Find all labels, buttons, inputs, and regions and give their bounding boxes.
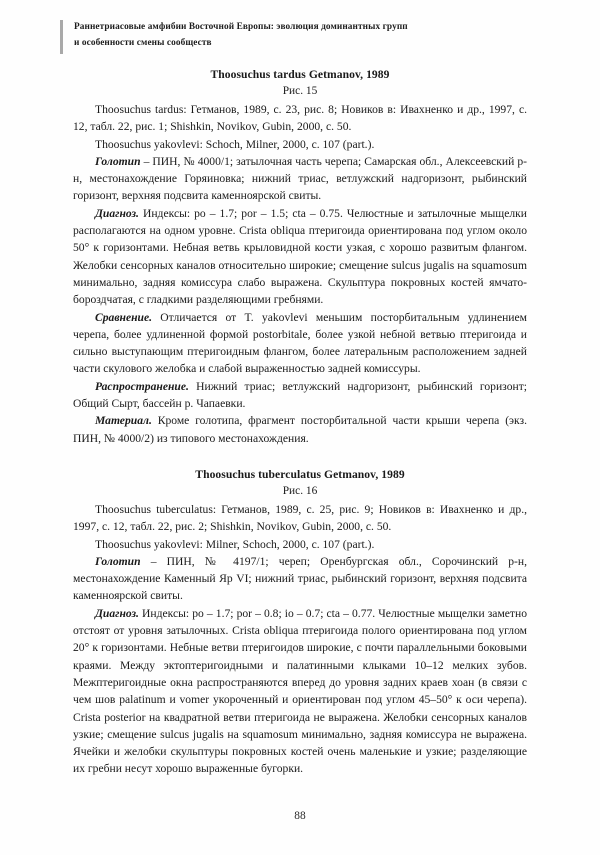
paragraph-text: – ПИН, № 4197/1; череп; Оренбургская обл., Сорочинский р-н, местонахождение Каменный Яр VI; нижний триас, рыбинский горизонт, верхняя подсвита каменноярской свиты. — [73, 554, 527, 603]
paragraph-text: Кроме голотипа, фрагмент посторбитальной части крыши черепа (экз. ПИН, № 4000/2) из типового местонахождения. — [73, 414, 527, 445]
page-number: 88 — [294, 810, 306, 822]
paragraph-text: Отличается от T. yakovlevi меньшим посторбитальным удлинением черепа, более удлиненной формой postorbitale, более узкой небной ветвью птеригоида и сильно выступающим птеригоидным флангом, более латеральным расположением задней части скулового желобка и слабой выраженностью задней комиссуры. — [73, 310, 527, 376]
paragraph-distribution-1 — [73, 378, 527, 413]
running-head-line-1: Раннетриасовые амфибии Восточной Европы: эволюция доминантных групп — [74, 22, 408, 32]
paragraph-synonymy-2b — [73, 536, 527, 553]
paragraph-material-1 — [73, 412, 527, 447]
paragraph-synonymy-1b — [73, 136, 527, 153]
paragraph-holotype-1 — [73, 153, 527, 205]
paragraph-text: Индексы: po – 1.7; por – 0.8; io – 0.7; cta – 0.77. Челюстные мыщелки заметно отстоят от уровня затылочных. Crista obliqua птеригоида полого ориентирована под углом 20° к горизонтами. Небные ветви птеригоидов широкие, с почти параллельными боковыми краями. Между эктоптеригоидными и палатинными клыками 10–12 мелких зубов. Межптеригоидные окна распространяются вперед до уровня задних краев хоан (в связи с чем шов palatinum и vomer укороченный и ориентирован под углом 45–50° к оси черепа). Crista posterior на квадратной ветви птеригоида не выражена. Желобки сенсорных каналов узкие; смещение sulcus jugalis на squamosum минимально, задняя комиссура не выражена. Ячейки и желобки скульптуры покровных костей очень маленькие и узкие; разделяющие их гребни несут хорошо выраженные бугорки. — [73, 606, 527, 776]
running-head-rule — [60, 20, 63, 54]
figure-reference-1: Рис. 15 — [282, 85, 318, 97]
paragraph-text: – ПИН, № 4000/1; затылочная часть черепа; Самарская обл., Алексеевский р-н, местонахождение Горяиновка; нижний триас, ветлужский надгоризонт, рыбинский горизонт, верхняя подсвита каменноярской свиты. — [73, 154, 527, 203]
paragraph-synonymy-1a — [73, 101, 527, 136]
paragraph-diagnosis-1 — [73, 205, 527, 309]
paragraph-text: Thoosuchus tardus: Гетманов, 1989, с. 23, рис. 8; Новиков в: Ивахненко и др., 1997, с. 12, табл. 22, рис. 1; Shishkin, Novikov, Gubin, 2000, с. 50. — [73, 103, 527, 134]
paragraph-text: Индексы: po – 1.7; por – 1.5; cta – 0.75. Челюстные и затылочные мыщелки располагаются на одном уровне. Crista obliqua птеригоида ориентирована под углом около 50° к горизонтами. Небная ветвь крыловидной кости узкая, с хорошо развитым флангом. Желобки сенсорных каналов относительно широкие; смещение sulcus jugalis на squamosum минимально, задняя комиссура слабо выражена. Скульптура покровных костей ямчато-бороздчатая, с гладкими разделяющими гребнями. — [73, 206, 527, 307]
paragraph-text: Thoosuchus tuberculatus: Гетманов, 1989, с. 25, рис. 9; Новиков в: Ивахненко и др., 1997, с. 12, табл. 22, рис. 2; Shishkin, Novikov, Gubin, 2000, с. 50. — [73, 502, 527, 534]
paragraph-text: Thoosuchus yakovlevi: Schoch, Milner, 2000, с. 107 (part.). — [95, 137, 375, 151]
paragraph-term: Материал. — [95, 414, 152, 428]
running-head-text — [74, 20, 530, 51]
paragraph-term: Голотип — [95, 154, 141, 168]
running-head — [60, 20, 530, 54]
section-spacer — [73, 447, 527, 466]
paragraph-holotype-2 — [73, 553, 527, 605]
paragraph-text: Нижний триас; ветлужский надгоризонт, рыбинский горизонт; Общий Сырт, бассейн р. Чапаевки. — [73, 379, 527, 411]
paragraph-comparison-1 — [73, 309, 527, 378]
paragraph-synonymy-2a — [73, 501, 527, 536]
paragraph-term: Диагноз. — [95, 206, 139, 220]
paragraph-term: Сравнение. — [95, 310, 153, 324]
paragraph-term: Распространение. — [95, 379, 189, 393]
running-head-line-2: и особенности смены сообществ — [74, 37, 212, 48]
species-heading-1: Thoosuchus tardus Getmanov, 1989 — [210, 68, 390, 81]
paragraph-text: Thoosuchus yakovlevi: Milner, Schoch, 2000, с. 107 (part.). — [95, 537, 375, 551]
figure-reference-2: Рис. 16 — [282, 484, 318, 497]
text-column — [73, 66, 527, 778]
paragraph-term: Голотип — [95, 554, 141, 568]
species-heading-2: Thoosuchus tuberculatus Getmanov, 1989 — [195, 467, 405, 481]
paragraph-term: Диагноз. — [95, 606, 139, 620]
paragraph-diagnosis-2 — [73, 605, 527, 778]
